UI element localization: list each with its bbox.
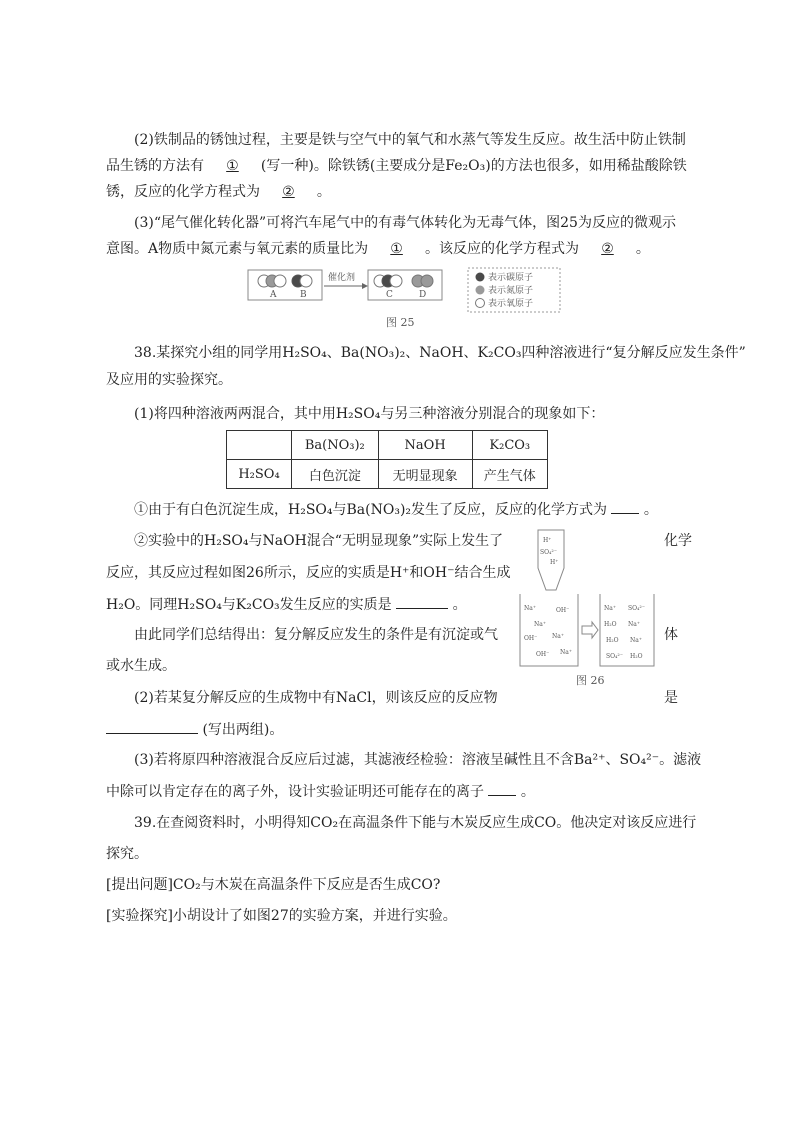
ion-label: H₂O [606, 637, 619, 644]
ion-label: Na⁺ [524, 605, 536, 612]
process-arrow-icon [582, 622, 598, 638]
catalyst-label: 催化剂 [328, 273, 356, 283]
ion-label: Na⁺ [560, 649, 572, 656]
q38-s2-line3a: H₂O。同理H₂SO₄与K₂CO₃发生反应的实质是 [106, 597, 392, 613]
q37-p2-line2 [106, 156, 687, 176]
q37-p3-line2b: 。该反应的化学方程式为 [425, 241, 580, 257]
oxygen-atom [274, 275, 286, 287]
q37-p2-line2a: 品生锈的方法有 [106, 158, 204, 174]
q38-s2-line1-tail: 化学 [664, 533, 692, 549]
ion-label: OH⁻ [556, 607, 570, 614]
q38-s2-line1: ②实验中的H₂SO₄与NaOH混合“无明显现象”实际上发生了 [134, 533, 504, 549]
legend-nitrogen: 表示氮原子 [488, 286, 534, 296]
answer-blank-6[interactable] [396, 594, 448, 609]
ion-label: SO₄²⁻ [540, 549, 558, 556]
ion-label: OH⁻ [536, 651, 550, 658]
q37-p2-line3b: 。 [316, 184, 331, 200]
legend-carbon: 表示碳原子 [488, 273, 534, 283]
q38-summary-line1-tail: 体 [664, 627, 678, 643]
table-cell: 产生气体 [472, 460, 547, 489]
nitrogen-atom [421, 275, 433, 287]
table-cell: H₂SO₄ [227, 460, 292, 489]
figure-26-neutralization-diagram [516, 528, 656, 688]
table-header-cell: K₂CO₃ [472, 431, 547, 460]
q38-s2-line2: 反应，其反应过程如图26所示，反应的实质是H⁺和OH⁻结合生成 [106, 565, 511, 581]
answer-blank-4[interactable]: ② [601, 241, 614, 257]
answer-blank-5[interactable] [611, 499, 639, 514]
q38-part2-line1-tail: 是 [664, 690, 678, 706]
answer-blank-7[interactable] [106, 719, 198, 734]
ion-label: Na⁺ [630, 637, 642, 644]
answer-blank-8[interactable] [488, 781, 516, 796]
q38-part2-line1: (2)若某复分解反应的生成物中有NaCl，则该反应的反应物 [134, 690, 498, 706]
ion-label: H₂O [604, 621, 617, 628]
q38-intro-line2: 及应用的实验探究。 [106, 372, 232, 388]
ion-label: SO₄²⁻ [606, 653, 624, 660]
arrow-head-icon [362, 283, 368, 289]
table-header-row [227, 431, 548, 460]
ion-label: SO₄²⁻ [628, 605, 646, 612]
q38-part3-line1: (3)若将原四种溶液混合反应后过滤，其滤液经检验：溶液呈碱性且不含Ba²⁺、SO₄²⁻。滤液 [134, 752, 702, 768]
q37-p3-line2 [106, 239, 650, 259]
table-header-cell [227, 431, 292, 460]
q38-s2-line3 [106, 594, 467, 615]
ion-label: Na⁺ [628, 621, 640, 628]
q37-p3-line2a: 意图。A物质中氮元素与氧元素的质量比为 [106, 241, 369, 257]
answer-blank-3[interactable]: ① [390, 241, 403, 257]
ion-label: OH⁻ [524, 635, 538, 642]
table-header-cell: Ba(NO₃)₂ [292, 431, 379, 460]
q38-part2-line2-text: (写出两组)。 [202, 722, 284, 738]
table-header-cell: NaOH [378, 431, 472, 460]
table-cell: 白色沉淀 [292, 460, 379, 489]
carbon-legend-icon [476, 273, 485, 282]
q38-s2-line3b: 。 [452, 597, 467, 613]
q39-line4: [实验探究]小胡设计了如图27的实验方案，并进行实验。 [106, 908, 457, 924]
q37-p2-line3a: 锈，反应的化学方程式为 [106, 184, 260, 200]
answer-blank-2[interactable]: ② [282, 184, 295, 200]
q37-p3-line1: (3)“尾气催化转化器”可将汽车尾气中的有毒气体转化为无毒气体，图25为反应的微观示 [134, 215, 676, 231]
legend-oxygen: 表示氧原子 [488, 299, 534, 309]
q38-part1: (1)将四种溶液两两混合，其中用H₂SO₄与另三种溶液分别混合的现象如下： [134, 406, 605, 422]
q38-summary-line2: 或水生成。 [106, 658, 176, 674]
q38-part3-line2b: 。 [520, 784, 535, 800]
ion-label: H⁺ [543, 537, 552, 544]
observation-table [226, 430, 548, 489]
table-cell: 无明显现象 [378, 460, 472, 489]
ion-label: Na⁺ [534, 621, 546, 628]
label-a: A [270, 290, 277, 300]
oxygen-atom [390, 275, 402, 287]
q39-line1: 39.在查阅资料时，小明得知CO₂在高温条件下能与木炭反应生成CO。他决定对该反应进行 [134, 815, 697, 831]
oxygen-atom [300, 275, 312, 287]
q38-s1-end: 。 [643, 502, 658, 518]
ion-label: Na⁺ [604, 605, 616, 612]
q38-part2-line2 [106, 719, 283, 740]
q37-p2-line3 [106, 182, 331, 202]
q38-part3-line2 [106, 781, 535, 802]
answer-blank-1[interactable]: ① [226, 158, 239, 174]
figure-26-caption: 图 26 [576, 674, 605, 687]
q37-p2-line2b: (写一种)。除铁锈(主要成分是Fe₂O₃)的方法也很多，如用稀盐酸除铁 [260, 158, 687, 174]
q37-p2-line1: (2)铁制品的锈蚀过程，主要是铁与空气中的氧气和水蒸气等发生反应。故生活中防止铁制 [134, 132, 686, 148]
q37-p3-line2c: 。 [635, 241, 650, 257]
label-b: B [300, 290, 307, 300]
figure-25-reaction-diagram [246, 266, 566, 336]
q39-line2: 探究。 [106, 846, 148, 862]
nitrogen-legend-icon [476, 286, 485, 295]
q38-part3-line2a: 中除可以肯定存在的离子外，设计实验证明还可能存在的离子 [106, 784, 484, 800]
q38-intro-line1: 38.某探究小组的同学用H₂SO₄、Ba(NO₃)₂、NaOH、K₂CO₃四种溶液进行“复分解反应发生条件” [134, 345, 746, 361]
q38-s1 [134, 499, 658, 520]
figure-25-caption: 图 25 [386, 316, 415, 329]
ion-label: H₂O [630, 653, 643, 660]
ion-label: H⁺ [550, 559, 559, 566]
q38-summary-line1: 由此同学们总结得出：复分解反应发生的条件是有沉淀或气 [134, 627, 498, 643]
oxygen-legend-icon [476, 299, 485, 308]
ion-label: Na⁺ [552, 633, 564, 640]
q39-line3: [提出问题]CO₂与木炭在高温条件下反应是否生成CO? [106, 877, 441, 893]
table-row [227, 460, 548, 489]
q38-s1-text: ①由于有白色沉淀生成，H₂SO₄与Ba(NO₃)₂发生了反应，反应的化学方式为 [134, 502, 608, 518]
label-c: C [386, 290, 393, 300]
label-d: D [419, 290, 427, 300]
